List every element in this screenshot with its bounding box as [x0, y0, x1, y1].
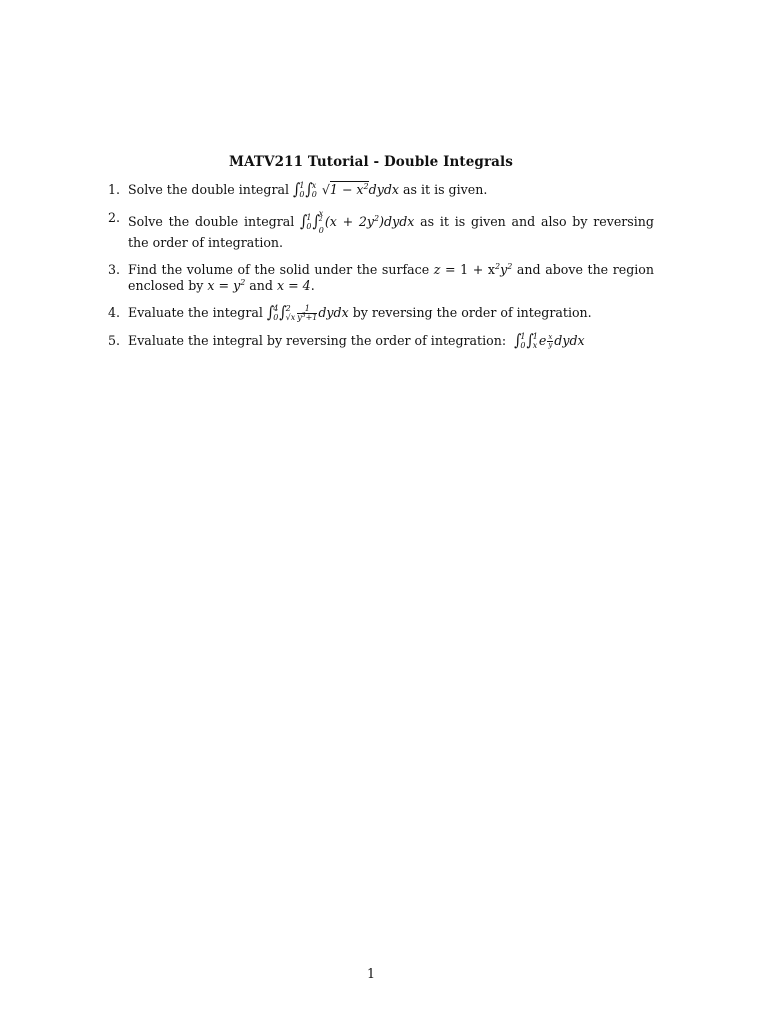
problem-text: Evaluate the integral by reversing the order of integration:	[128, 333, 507, 348]
problem-number: 2.	[108, 210, 121, 225]
problem-text-and: and	[249, 278, 273, 293]
problem-number: 1.	[108, 182, 121, 197]
line-equation: x = 4	[277, 278, 311, 293]
problem-text: Solve the double integral	[128, 214, 295, 229]
double-integral: ∫ 1 0 ∫ x $^2$ 0 $(x + 2y^2)dydx$	[300, 209, 415, 235]
double-integral: ∫ 1 0 ∫ x 0 $√1 - x^2dydx$	[293, 180, 399, 200]
problem-text-middle: and above the region enclosed by	[128, 262, 654, 293]
curve-equation: $x = y^2$	[207, 277, 246, 293]
problem-text: Evaluate the integral	[128, 305, 263, 320]
document-title: MATV211 Tutorial - Double Integrals	[229, 154, 513, 170]
problem-list	[108, 182, 654, 361]
integrand-fraction: $\frac{1}{y^3+1}$	[297, 304, 318, 322]
problem-number: 5.	[108, 333, 121, 348]
page-number: 1	[366, 966, 375, 981]
double-integral: ∫ 4 0 ∫ 2 √x $\frac{1}{y^3+1}$ dydx	[266, 303, 349, 323]
problem-text-end: .	[310, 278, 315, 293]
double-integral: ∫ 1 0 ∫ 1 x e $\frac{x}{y}$ dydx	[514, 331, 585, 351]
problem-1	[108, 182, 654, 199]
problem-5	[108, 333, 654, 350]
problem-text-end: as it is given and also by reversing the order of integration.	[128, 214, 654, 250]
problem-number: 4.	[108, 305, 121, 320]
problem-2	[108, 210, 654, 251]
problem-text-end: as it is given.	[403, 182, 488, 197]
problem-text-end: by reversing the order of integration.	[352, 305, 592, 320]
problem-3	[108, 262, 654, 294]
problem-text: Solve the double integral	[128, 182, 290, 197]
problem-4	[108, 305, 654, 322]
surface-equation: $z = 1 + x^2y^2$	[433, 261, 513, 277]
problem-number: 3.	[108, 262, 121, 277]
problem-text: Find the volume of the solid under the surface	[128, 262, 430, 277]
